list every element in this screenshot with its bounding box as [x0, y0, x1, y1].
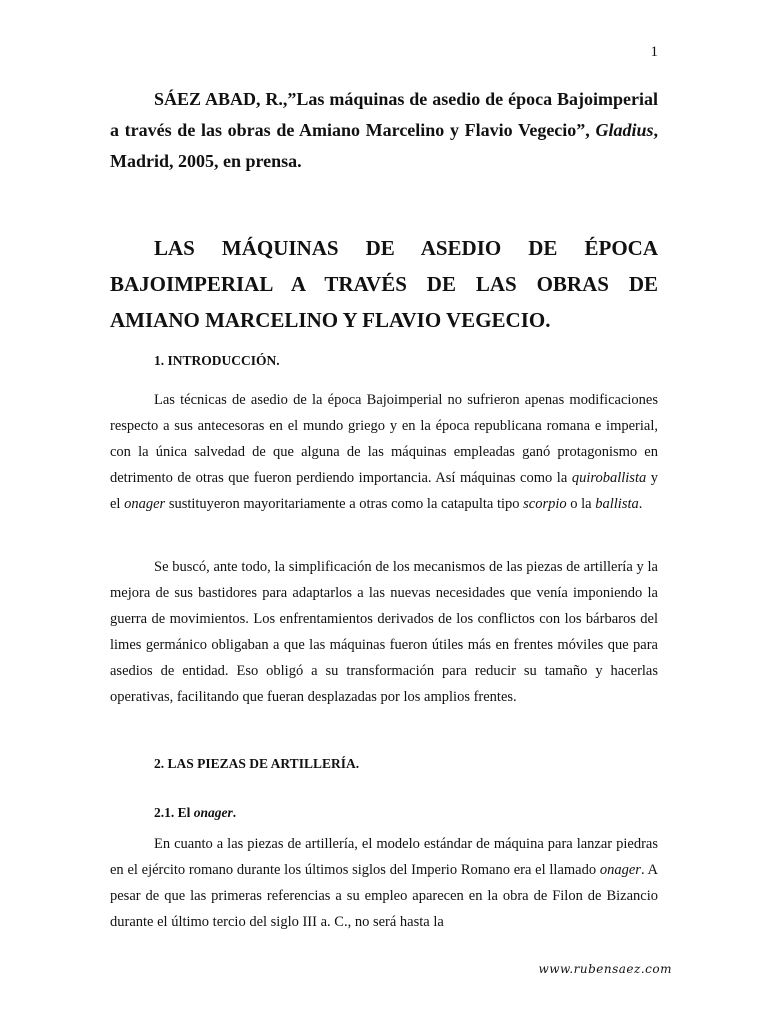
- text-run: Las técnicas de asedio de la época Bajoimperial no sufrieron apenas modificaciones respecto a sus antecesoras en el mundo griego y en la época republicana romana e imperial, con la única salvedad de que alguna de las máquinas empleadas ganó protagonismo en detrimento de otras que fueron perdiendo importancia. Así máquinas como la: [110, 392, 658, 486]
- text-run: . A pesar de que las primeras referencias a su empleo aparecen en la obra de Filon de Bizancio durante el último tercio del siglo III a. C., no será hasta la: [110, 862, 659, 930]
- footer-website: www.rubensaez.com: [538, 962, 672, 976]
- italic-term: scorpio: [523, 496, 567, 512]
- citation-author: SÁEZ ABAD, R.,”Las máquinas de asedio de época Bajoimperial a través de las obras de Amiano Marcelino y Flavio Vegecio”,: [110, 89, 658, 140]
- text-run: y el: [110, 470, 659, 512]
- section-heading-introduccion: 1. INTRODUCCIÓN.: [154, 353, 280, 368]
- text-run: 2.1. El: [154, 805, 194, 820]
- italic-term: onager: [599, 862, 641, 878]
- paragraph-intro-1: [110, 387, 658, 517]
- text-run: Se buscó, ante todo, la simplificación de los mecanismos de las piezas de artillería y la mejora de sus bastidores para adaptarlos a las nuevas necesidades que venía imponiendo la guerra de movimientos. Los enfrentamientos derivados de los conflictos con los bárbaros del limes germánico obligaban a que las máquinas fueron útiles más en frentes móviles que para asedios de entidad. Eso obligó a su transformación para reducir su tamaño y hacerlas operativas, facilitando que fueran desplazadas por los amplios frentes.: [110, 559, 658, 705]
- citation: [110, 84, 658, 177]
- italic-term: onager: [124, 496, 166, 512]
- paragraph-onager-1: [110, 831, 658, 935]
- citation-journal: Gladius: [595, 120, 654, 140]
- text-run: o la: [566, 496, 596, 512]
- text-run: En cuanto a las piezas de artillería, el modelo estándar de máquina para lanzar piedras en el ejército romano durante los últimos siglos del Imperio Romano era el llamado: [110, 836, 658, 878]
- paragraph-intro-2: [110, 554, 658, 710]
- section-heading-artilleria: 2. LAS PIEZAS DE ARTILLERÍA.: [154, 756, 360, 771]
- italic-term: onager: [193, 805, 233, 820]
- article-title-text: LAS MÁQUINAS DE ASEDIO DE ÉPOCA BAJOIMPERIAL A TRAVÉS DE LAS OBRAS DE AMIANO MARCELINO Y FLAVIO VEGECIO.: [110, 236, 658, 332]
- article-title: [110, 230, 658, 338]
- italic-term: quiroballista: [571, 470, 647, 486]
- text-run: sustituyeron mayoritariamente a otras como la catapulta tipo: [165, 496, 524, 512]
- subsection-heading-onager: [154, 805, 236, 821]
- page-number: 1: [650, 44, 658, 60]
- citation-rest: , Madrid, 2005, en prensa.: [110, 120, 658, 171]
- text-run: .: [232, 805, 237, 820]
- text-run: .: [638, 496, 643, 512]
- italic-term: ballista: [595, 496, 639, 512]
